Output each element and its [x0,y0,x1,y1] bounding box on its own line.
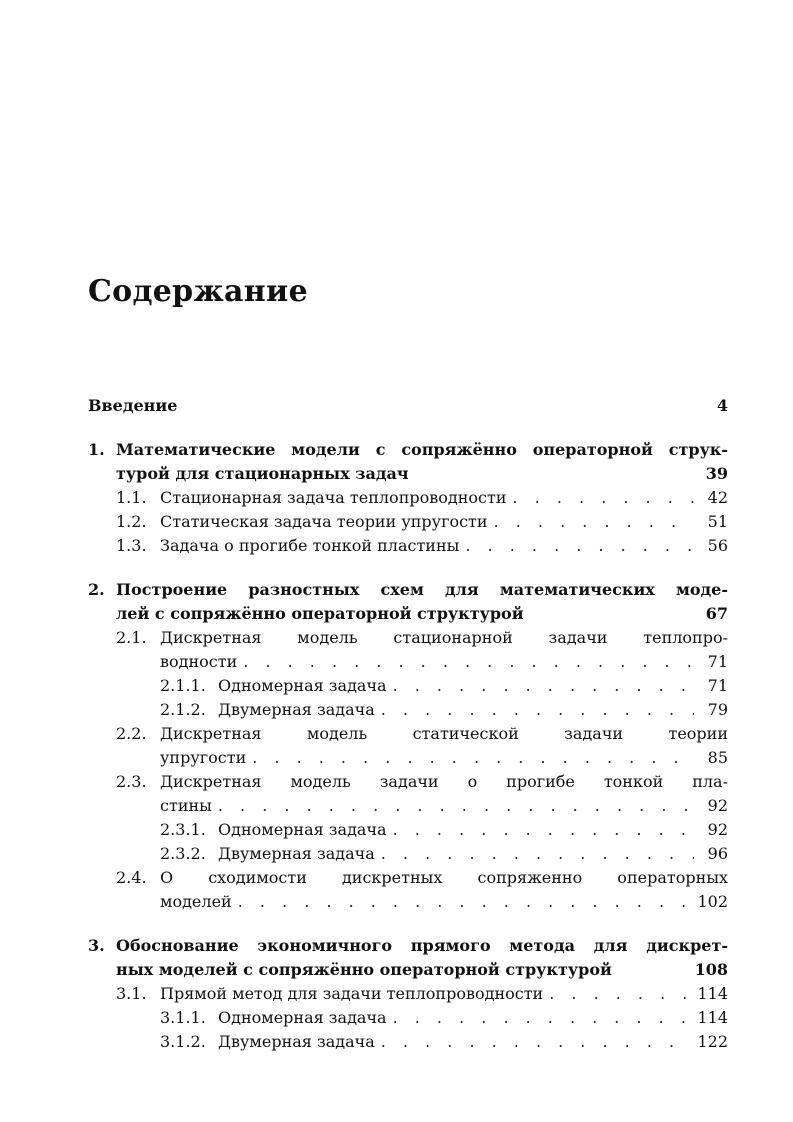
toc-leader-dots [494,510,694,534]
toc-chapter-title-cont[interactable] [88,602,728,626]
toc-section-number: 1.1. [116,488,147,507]
toc-leader-dots [252,746,694,770]
toc-subsection-page: 96 [707,844,728,863]
toc-section-page: 71 [707,652,728,671]
toc-section-number: 2.1. [116,628,147,647]
toc-section-entry[interactable] [88,510,728,534]
toc-subsection-entry[interactable] [88,674,728,698]
page-title: Содержание [88,274,308,309]
toc-leader-dots [238,890,692,914]
toc-chapter-1 [88,438,728,558]
toc-leader-dots [243,650,694,674]
toc-leader-dots [393,818,694,842]
toc-chapter-title-line: Обоснование экономичного прямого метода для дискрет- [116,936,728,955]
toc-leader-dots [381,1030,692,1054]
toc-chapter-title-line: ных моделей с сопряжённо операторной структурой [116,960,612,979]
toc-subsection-entry[interactable] [88,818,728,842]
toc-subsection-number: 2.1.2. [160,700,206,719]
toc-section-number: 1.3. [116,536,147,555]
toc-section-label: О сходимости дискретных сопряженно операторных [160,868,728,887]
toc-section-label: стины [160,796,212,815]
toc-subsection-entry[interactable] [88,698,728,722]
toc-subsection-label: Одномерная задача [218,820,387,839]
toc-section-page: 51 [707,512,728,531]
toc-subsection-number: 2.3.1. [160,820,206,839]
toc-section-entry[interactable] [88,866,728,890]
toc-section-page: 114 [697,984,728,1003]
toc-section-number: 1.2. [116,512,147,531]
toc-chapter-number: 1. [88,440,105,459]
toc-section-page: 85 [707,748,728,767]
toc-chapter-page: 67 [705,604,728,623]
toc-entry-intro[interactable] [88,394,728,418]
toc-subsection-entry[interactable] [88,1006,728,1030]
toc-section-entry-cont[interactable] [88,650,728,674]
toc-intro-page: 4 [716,396,728,415]
toc-section-label: Задача о прогибе тонкой пластины [160,536,460,555]
toc-subsection-page: 71 [707,676,728,695]
toc-section-page: 92 [707,796,728,815]
toc-chapter-page: 39 [705,464,728,483]
toc-section-page: 102 [697,892,728,911]
toc-leader-dots [549,982,691,1006]
toc-intro-label: Введение [88,396,178,415]
toc-chapter-title-line: лей с сопряжённо операторной структурой [116,604,524,623]
toc-subsection-page: 79 [707,700,728,719]
toc-chapter-page: 108 [694,960,728,979]
toc-section-entry[interactable] [88,486,728,510]
toc-subsection-label: Двумерная задача [218,700,375,719]
toc-leader-dots [393,674,694,698]
toc-section-entry[interactable] [88,626,728,650]
toc-subsection-label: Двумерная задача [218,844,375,863]
toc-leader-dots [381,842,694,866]
toc-section-entry[interactable] [88,722,728,746]
toc-section-entry[interactable] [88,770,728,794]
toc-section-label: Дискретная модель статической задачи теории [160,724,728,743]
toc-section-entry[interactable] [88,982,728,1006]
toc-subsection-page: 92 [707,820,728,839]
toc-section-number: 2.2. [116,724,147,743]
toc-chapter-title-cont[interactable] [88,958,728,982]
toc-section-label: Дискретная модель задачи о прогибе тонкой пла- [160,772,728,791]
toc-section-number: 2.4. [116,868,147,887]
toc-leader-dots [393,1006,692,1030]
toc-chapter-title-line: Построение разностных схем для математических моде- [116,580,728,599]
toc-chapter-2 [88,578,728,914]
toc-section-number: 3.1. [116,984,147,1003]
toc-section-entry[interactable] [88,534,728,558]
toc-chapter-title[interactable] [88,438,728,462]
toc-section-page: 56 [707,536,728,555]
toc-section-label: водности [160,652,238,671]
toc-chapter-title[interactable] [88,934,728,958]
toc-section-label: Прямой метод для задачи теплопроводности [160,984,544,1003]
toc-section-entry-cont[interactable] [88,746,728,770]
toc-chapter-number: 2. [88,580,105,599]
toc-chapter-3 [88,934,728,1054]
toc-subsection-number: 3.1.2. [160,1032,206,1051]
toc-subsection-label: Одномерная задача [218,676,387,695]
toc-section-label: упругости [160,748,247,767]
toc-section-number: 2.3. [116,772,147,791]
toc-subsection-page: 122 [697,1032,728,1051]
toc-section-entry-cont[interactable] [88,794,728,818]
toc-section-entry-cont[interactable] [88,890,728,914]
toc-subsection-label: Одномерная задача [218,1008,387,1027]
toc-chapter-number: 3. [88,936,105,955]
toc-section-page: 42 [707,488,728,507]
toc-section-label: моделей [160,892,232,911]
toc-subsection-number: 2.3.2. [160,844,206,863]
toc-leader-dots [513,486,695,510]
toc-subsection-entry[interactable] [88,842,728,866]
toc-chapter-title-line: Математические модели с сопряжённо операторной струк- [116,440,728,459]
toc-chapter-title[interactable] [88,578,728,602]
toc-subsection-entry[interactable] [88,1030,728,1054]
toc-subsection-number: 2.1.1. [160,676,206,695]
toc-section-label: Дискретная модель стационарной задачи теплопро- [160,628,728,647]
table-of-contents [88,394,728,1054]
toc-chapter-title-cont[interactable] [88,462,728,486]
toc-leader-dots [218,794,694,818]
toc-section-label: Стационарная задача теплопроводности [160,488,507,507]
toc-section-label: Статическая задача теории упругости [160,512,488,531]
toc-subsection-number: 3.1.1. [160,1008,206,1027]
toc-subsection-page: 114 [697,1008,728,1027]
toc-leader-dots [381,698,694,722]
toc-chapter-title-line: турой для стационарных задач [116,464,409,483]
toc-leader-dots [465,534,694,558]
toc-subsection-label: Двумерная задача [218,1032,375,1051]
